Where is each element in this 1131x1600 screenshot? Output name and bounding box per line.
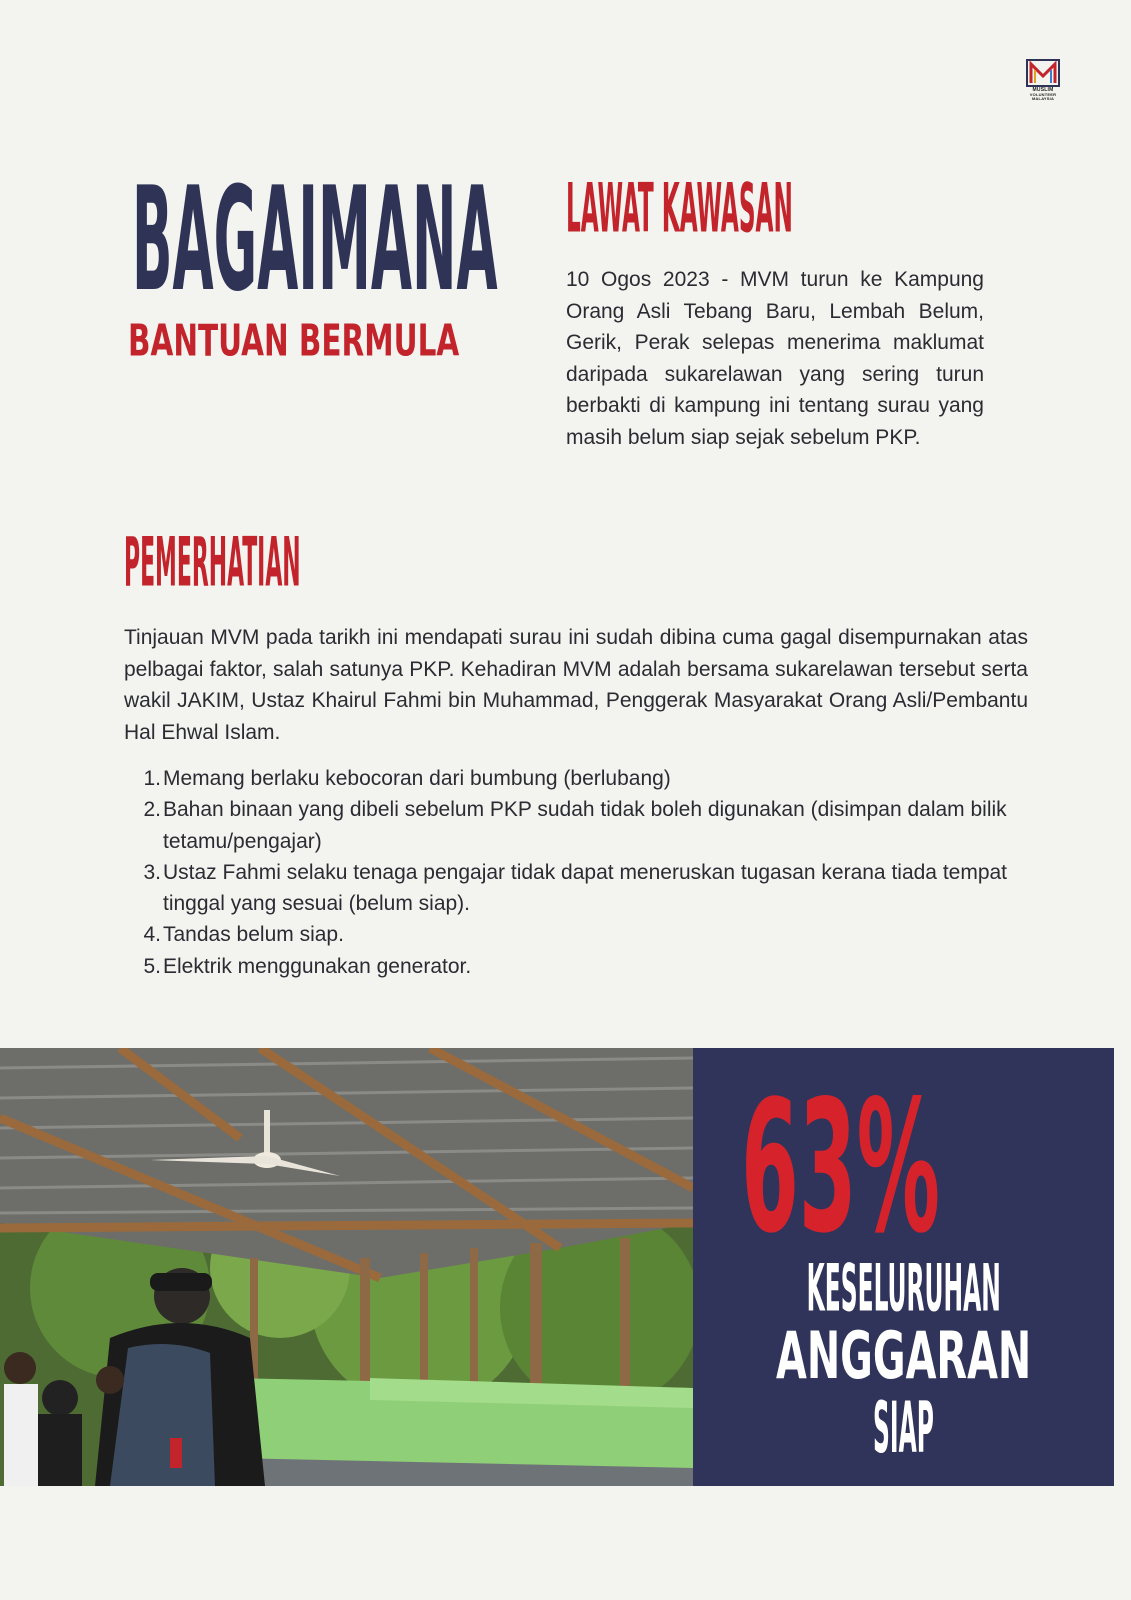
progress-label-overall: KESELURUHAN: [806, 1250, 1001, 1327]
page-title: BAGAIMANA: [132, 157, 498, 324]
list-item-text: Elektrik menggunakan generator.: [163, 954, 472, 978]
progress-panel: [693, 1048, 1114, 1486]
site-visit-paragraph: 10 Ogos 2023 - MVM turun ke Kampung Orang Asli Tebang Baru, Lembah Belum, Gerik, Perak selepas menerima maklumat daripada sukarelawan yang sering turun berbakti di kampung ini tentang surau yang masih belum siap sejak sebelum PKP.: [566, 268, 984, 449]
logo-line-3: MALAYSIA: [1031, 96, 1055, 101]
list-item-text: Bahan binaan yang dibeli sebelum PKP sudah tidak boleh digunakan (disimpan dalam bilik tetamu/pengajar): [163, 798, 1007, 853]
observation-heading: PEMERHATIAN: [124, 522, 301, 602]
logo-line-1: MUSLIM: [1032, 87, 1054, 93]
list-item: [124, 794, 1028, 857]
page-subtitle: BANTUAN BERMULA: [128, 316, 460, 367]
list-item: [124, 919, 1028, 950]
list-item-number: 2.: [143, 798, 161, 822]
progress-label-complete: SIAP: [873, 1387, 934, 1469]
list-item-number: 3.: [143, 860, 161, 884]
list-item: [124, 857, 1028, 920]
site-visit-heading: LAWAT KAWASAN: [566, 168, 793, 248]
list-item-text: Memang berlaku kebocoran dari bumbung (berlubang): [163, 767, 671, 790]
list-item-text: Tandas belum siap.: [163, 923, 344, 947]
progress-percent: 63%: [741, 1062, 940, 1275]
progress-label-estimate: ANGGARAN: [775, 1318, 1032, 1394]
list-item: [124, 951, 1028, 982]
list-item-number: 5.: [143, 954, 161, 978]
findings-list: [124, 763, 1028, 982]
mvm-logo-mark-icon: [1025, 58, 1061, 88]
surau-photo: [0, 1048, 693, 1486]
observation-paragraph: Tinjauan MVM pada tarikh ini mendapati surau ini sudah dibina cuma gagal disempurnakan atas pelbagai faktor, salah satunya PKP. Kehadiran MVM adalah bersama sukarelawan tersebut serta wakil JAKIM, Ustaz Khairul Fahmi bin Muhammad, Penggerak Masyarakat Orang Asli/Pembantu Hal Ehwal Islam.: [124, 626, 1028, 744]
list-item: [124, 763, 1028, 794]
list-item-text: Ustaz Fahmi selaku tenaga pengajar tidak dapat meneruskan tugasan kerana tiada tempat tinggal yang sesuai (belum siap).: [163, 860, 1008, 916]
logo-line-2: VOLUNTEER: [1029, 92, 1057, 97]
surau-photo-illustration: [0, 1048, 693, 1486]
list-item-number: 1.: [143, 767, 161, 790]
list-item-number: 4.: [143, 923, 161, 947]
mvm-logo: [1024, 58, 1062, 108]
